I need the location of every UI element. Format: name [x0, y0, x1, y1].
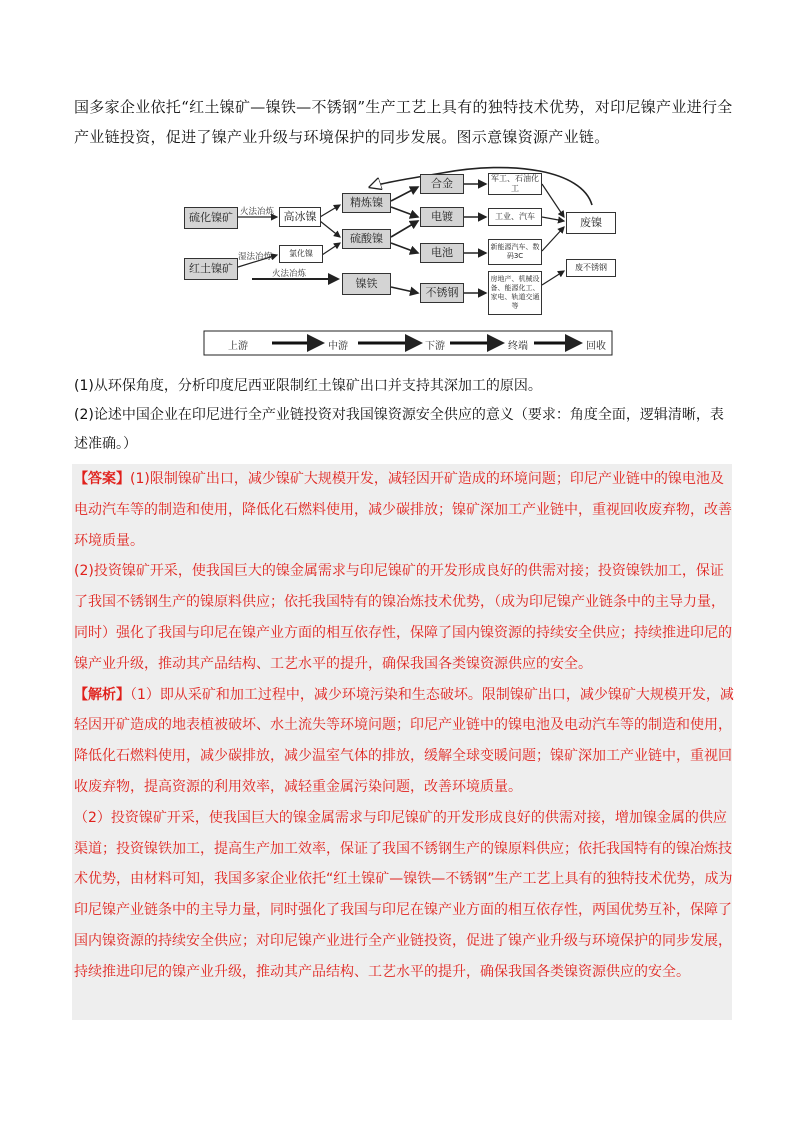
- answer-paragraph-1: [74, 464, 734, 556]
- use-plating: 工业、汽车: [488, 208, 542, 226]
- label-fire-process-2: 火法冶炼: [272, 269, 307, 279]
- use-alloy: 军工、石油化工: [488, 173, 542, 195]
- legend-recycle: 回收: [586, 341, 606, 352]
- question-2: (2)论述中国企业在印尼进行全产业链投资对我国镍资源安全供应的意义（要求：角度全面，逻辑清晰，表述准确。）: [74, 407, 724, 452]
- node-battery: 电池: [420, 243, 464, 263]
- node-plating: 电镀: [420, 207, 464, 227]
- answer-section: [74, 464, 734, 988]
- node-waste-nickel: 废镍: [566, 212, 616, 234]
- analysis-tag: 【解析】: [74, 686, 130, 703]
- analysis-paragraph-2: （2）投资镍矿开采，使我国巨大的镍金属需求与印尼镍矿的开发形成良好的供需对接，增加镍金属的供应渠道；投资镍铁加工，提高生产加工效率，保证了我国不锈钢生产的镍原料供应；依托我国特有的镍冶炼技术优势，由材料可知，我国多家企业依托“红土镍矿—镍铁—不锈钢”生产工艺上具有的独特技术优势，成为印尼镍产业链条中的主导力量，同时强化了我国与印尼在镍产业方面的相互依存性，两国优势互补，保障了国内镍资源的持续安全供应；对印尼镍产业进行全产业链投资，促进了镍产业升级与环境保护的同步发展，持续推进印尼的镍产业升级，推动其产品结构、工艺水平的提升，确保我国各类镍资源供应的安全。: [74, 809, 733, 980]
- node-waste-stainless: 废不锈钢: [566, 259, 616, 277]
- use-battery: 新能源汽车、数码3C: [488, 239, 542, 265]
- answer-tag: 【答案】: [74, 471, 130, 487]
- node-sulfide-ore: 硫化镍矿: [184, 207, 238, 229]
- node-nickel-sulfate: 硫酸镍: [342, 229, 391, 249]
- analysis-part-1: （1）即从采矿和加工过程中，减少环境污染和生态破坏。限制镍矿出口，减少镍矿大规模开发，减轻因开矿造成的地表植被破坏、水土流失等环境问题；印尼产业链中的镍电池及电动汽车等的制造和使用，降低化石燃料使用，减少碳排放，减少温室气体的排放，缓解全球变暖问题；镍矿深加工产业链中，重视回收废弃物，提高资源的利用效率，减轻重金属污染问题，改善环境质量。: [74, 686, 734, 795]
- node-nickel-matte: 高冰镍: [279, 207, 321, 227]
- node-ferronickel: 镍铁: [342, 273, 391, 295]
- diagram-arrows: [182, 165, 622, 360]
- node-stainless-steel: 不锈钢: [420, 283, 464, 303]
- question-list: [74, 372, 734, 459]
- intro-paragraph: 国多家企业依托“红土镍矿—镍铁—不锈钢”生产工艺上具有的独特技术优势，对印尼镍产业进行全产业链投资，促进了镍产业升级与环境保护的同步发展。图示意镍资源产业链。: [74, 98, 733, 146]
- label-fire-process-1: 火法冶炼: [240, 207, 275, 217]
- node-nickel-chloride: 氯化镍: [279, 245, 323, 263]
- legend-upstream: 上游: [228, 341, 248, 352]
- label-wet-process: 湿法冶炼: [238, 252, 273, 262]
- node-laterite-ore: 红土镍矿: [184, 258, 238, 280]
- node-refined-nickel: 精炼镍: [342, 193, 391, 213]
- nickel-industry-chain-diagram: [182, 165, 622, 360]
- legend-terminal: 终端: [508, 341, 528, 352]
- node-alloy: 合金: [420, 174, 464, 194]
- analysis-paragraph-1: [74, 680, 734, 803]
- use-stainless: 房地产、机械设备、能源化工、家电、轨道交通等: [488, 271, 542, 315]
- legend-downstream: 下游: [425, 341, 445, 352]
- question-1: (1)从环保角度，分析印度尼西亚限制红土镍矿出口并支持其深加工的原因。: [74, 378, 542, 394]
- answer-paragraph-2: (2)投资镍矿开采，使我国巨大的镍金属需求与印尼镍矿的开发形成良好的供需对接；投资镍铁加工，保证了我国不锈钢生产的镍原料供应；依托我国特有的镍冶炼技术优势，（成为印尼镍产业链条中的主导力量，同时）强化了我国与印尼在镍产业方面的相互依存性，保障了国内镍资源的持续安全供应；持续推进印尼的镍产业升级，推动其产品结构、工艺水平的提升，确保我国各类镍资源供应的安全。: [74, 563, 732, 672]
- legend-midstream: 中游: [328, 341, 348, 352]
- answer-part-1: (1)限制镍矿出口，减少镍矿大规模开发，减轻因开矿造成的环境问题；印尼产业链中的镍电池及电动汽车等的制造和使用，降低化石燃料使用，减少碳排放；镍矿深加工产业链中，重视回收废弃物，改善环境质量。: [74, 471, 732, 549]
